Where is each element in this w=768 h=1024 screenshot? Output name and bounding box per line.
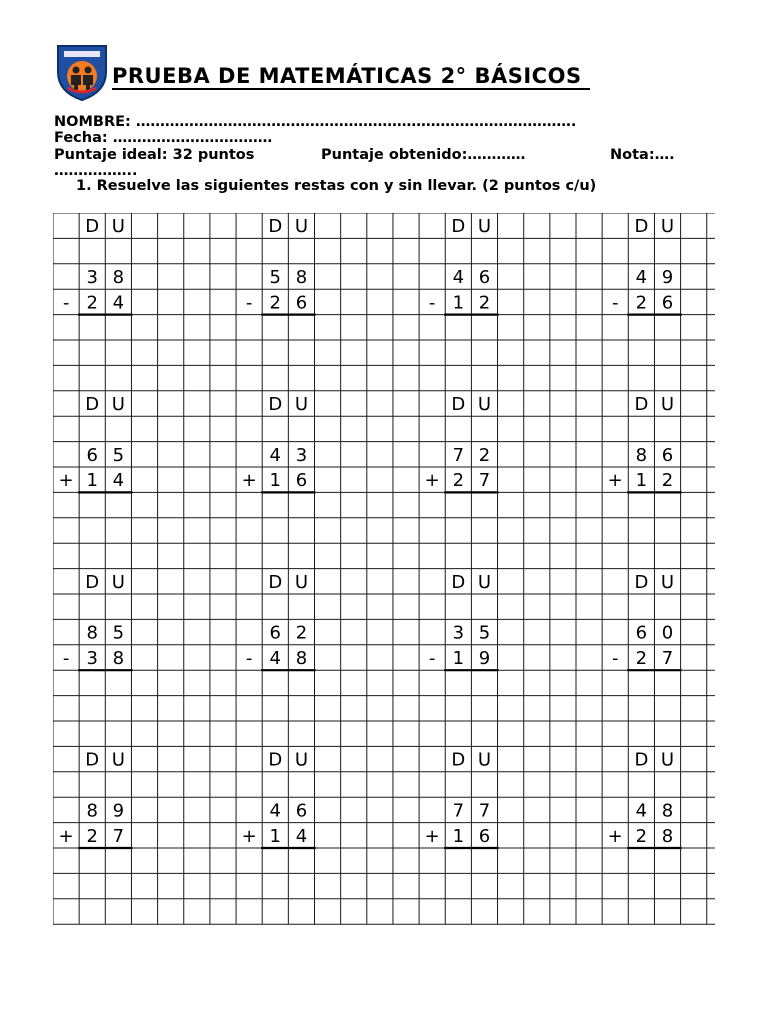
column-label-units: U: [294, 216, 309, 238]
minuend-digit: 6: [478, 267, 491, 288]
minuend-digit: 5: [269, 267, 282, 288]
column-label-units: U: [294, 571, 309, 593]
worksheet-grid: [53, 213, 715, 927]
subtrahend-digit: 4: [112, 470, 125, 492]
subtrahend-digit: 2: [86, 825, 98, 847]
subtrahend-digit: 4: [112, 292, 125, 314]
column-label-units: U: [477, 571, 492, 593]
subtrahend-digit: 1: [269, 825, 282, 847]
column-label-tens: D: [85, 571, 100, 593]
column-label-units: U: [111, 571, 125, 593]
subtrahend-digit: 1: [452, 648, 465, 669]
column-label-tens: D: [268, 394, 283, 415]
column-label-tens: D: [85, 749, 100, 771]
subtrahend-digit: 2: [635, 292, 648, 314]
subtrahend-digit: 6: [478, 825, 491, 847]
column-label-tens: D: [85, 216, 100, 238]
minuend-digit: 6: [269, 622, 282, 644]
column-label-tens: D: [268, 571, 283, 593]
subtrahend-digit: 6: [295, 292, 308, 314]
column-label-tens: D: [451, 571, 466, 593]
minuend-digit: 6: [295, 800, 308, 822]
column-label-units: U: [477, 216, 492, 238]
subtrahend-digit: 7: [478, 470, 491, 492]
column-label-units: U: [660, 571, 675, 593]
plus-sign: +: [607, 470, 623, 492]
puntaje-ideal: Puntaje ideal: 32 puntos: [54, 147, 255, 163]
minuend-digit: 7: [452, 800, 465, 822]
minuend-digit: 7: [478, 800, 491, 822]
subtrahend-digit: 6: [661, 292, 674, 314]
minus-sign: -: [62, 292, 70, 314]
minuend-digit: 8: [112, 267, 125, 288]
minuend-digit: 8: [295, 267, 308, 288]
subtrahend-digit: 3: [86, 648, 98, 669]
subtrahend-digit: 7: [661, 648, 674, 669]
column-label-tens: D: [268, 749, 283, 771]
column-label-units: U: [477, 394, 492, 415]
minus-sign: -: [428, 292, 436, 314]
subtrahend-digit: 6: [295, 470, 308, 492]
minus-sign: -: [611, 648, 619, 669]
minuend-digit: 4: [269, 444, 282, 466]
column-label-tens: D: [634, 571, 649, 593]
subtrahend-digit: 1: [635, 470, 648, 492]
dots-line: ……………..: [54, 163, 138, 179]
minuend-digit: 2: [295, 622, 308, 644]
subtrahend-digit: 9: [478, 648, 491, 669]
column-label-tens: D: [634, 394, 649, 415]
column-label-tens: D: [451, 216, 466, 238]
minuend-digit: 8: [661, 800, 674, 822]
minuend-digit: 5: [112, 622, 125, 644]
subtrahend-digit: 2: [478, 292, 491, 314]
plus-sign: +: [607, 825, 623, 847]
minuend-digit: 9: [661, 267, 674, 288]
subtrahend-digit: 2: [635, 825, 648, 847]
column-label-tens: D: [451, 749, 466, 771]
fecha-field[interactable]: Fecha: ……………………………: [54, 130, 273, 146]
minus-sign: -: [245, 648, 253, 669]
column-label-units: U: [111, 216, 125, 238]
subtrahend-digit: 4: [269, 648, 282, 669]
plus-sign: +: [241, 825, 257, 847]
plus-sign: +: [241, 470, 257, 492]
school-crest-icon: [54, 42, 110, 102]
minuend-digit: 8: [86, 622, 98, 644]
instruction: 1. Resuelve las siguientes restas con y sin llevar. (2 puntos c/u): [76, 178, 597, 194]
column-label-units: U: [294, 394, 309, 415]
minuend-digit: 5: [478, 622, 491, 644]
subtrahend-digit: 8: [112, 648, 125, 669]
minuend-digit: 6: [86, 444, 98, 466]
minuend-digit: 4: [452, 267, 465, 288]
minuend-digit: 5: [112, 444, 125, 466]
plus-sign: +: [424, 825, 440, 847]
subtrahend-digit: 8: [295, 648, 308, 669]
minuend-digit: 0: [661, 622, 674, 644]
column-label-tens: D: [85, 394, 100, 415]
minuend-digit: 7: [452, 444, 465, 466]
minuend-digit: 8: [86, 800, 98, 822]
subtrahend-digit: 1: [452, 292, 465, 314]
column-label-units: U: [294, 749, 309, 771]
minuend-digit: 6: [635, 622, 648, 644]
subtrahend-digit: 4: [295, 825, 308, 847]
minuend-digit: 3: [295, 444, 308, 466]
minuend-digit: 3: [86, 267, 98, 288]
subtrahend-digit: 2: [661, 470, 674, 492]
nombre-field[interactable]: NOMBRE: ……………………………………………………………………………….: [54, 114, 577, 130]
column-label-units: U: [111, 749, 125, 771]
minuend-digit: 9: [112, 800, 125, 822]
subtrahend-digit: 1: [86, 470, 98, 492]
column-label-tens: D: [451, 394, 466, 415]
grid-svg: [53, 213, 715, 927]
column-label-units: U: [660, 216, 675, 238]
subtrahend-digit: 2: [269, 292, 282, 314]
minus-sign: -: [62, 648, 70, 669]
subtrahend-digit: 8: [661, 825, 674, 847]
column-label-units: U: [660, 394, 675, 415]
plus-sign: +: [58, 825, 74, 847]
minuend-digit: 4: [635, 267, 648, 288]
page-title: PRUEBA DE MATEMÁTICAS 2° BÁSICOS: [112, 64, 590, 90]
subtrahend-digit: 2: [86, 292, 98, 314]
subtrahend-digit: 2: [452, 470, 465, 492]
minuend-digit: 2: [478, 444, 491, 466]
subtrahend-digit: 1: [452, 825, 465, 847]
minuend-digit: 8: [635, 444, 648, 466]
subtrahend-digit: 7: [112, 825, 125, 847]
plus-sign: +: [424, 470, 440, 492]
minuend-digit: 4: [635, 800, 648, 822]
column-label-tens: D: [634, 749, 649, 771]
column-label-tens: D: [634, 216, 649, 238]
subtrahend-digit: 1: [269, 470, 282, 492]
column-label-units: U: [477, 749, 492, 771]
column-label-units: U: [111, 394, 125, 415]
minus-sign: -: [428, 648, 436, 669]
minuend-digit: 6: [661, 444, 674, 466]
column-label-units: U: [660, 749, 675, 771]
column-label-tens: D: [268, 216, 283, 238]
minuend-digit: 4: [269, 800, 282, 822]
minus-sign: -: [245, 292, 253, 314]
puntaje-obtenido-field[interactable]: Puntaje obtenido:…………: [321, 147, 526, 163]
plus-sign: +: [58, 470, 74, 492]
subtrahend-digit: 2: [635, 648, 648, 669]
minuend-digit: 3: [452, 622, 465, 644]
minus-sign: -: [611, 292, 619, 314]
nota-field[interactable]: Nota:….: [610, 147, 675, 163]
